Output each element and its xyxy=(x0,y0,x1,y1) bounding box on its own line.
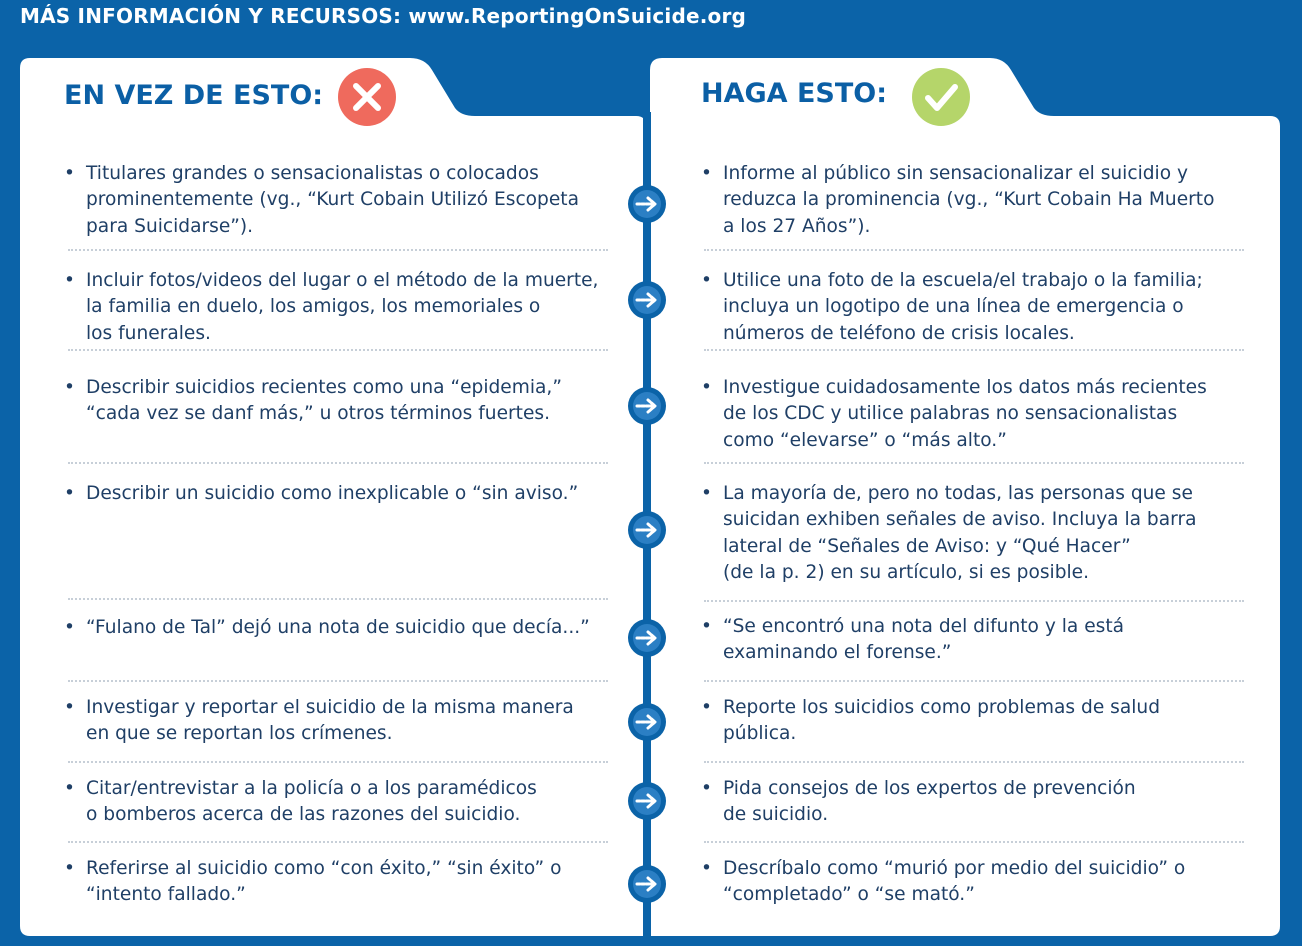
list-item-left-2: • Incluir fotos/videos del lugar o el método de la muerte, la familia en duelo, los amigos, los memoriales o los funerales. xyxy=(64,270,599,344)
list-item-right-3: • Investigue cuidadosamente los datos más recientes de los CDC y utilice palabras no sensacionalistas como “elevarse” o “más alto.” xyxy=(701,377,1207,451)
divider xyxy=(704,462,1244,464)
divider xyxy=(68,249,608,251)
list-item-right-2: • Utilice una foto de la escuela/el trabajo o la familia; incluya un logotipo de una línea de emergencia o números de teléfono de crisis locales. xyxy=(701,270,1203,344)
divider xyxy=(704,249,1244,251)
divider xyxy=(68,349,608,351)
arrow-right-icon xyxy=(627,781,667,821)
arrow-right-icon xyxy=(627,702,667,742)
list-item-right-7: • Pida consejos de los expertos de prevención de suicidio. xyxy=(701,778,1136,826)
divider xyxy=(704,349,1244,351)
divider xyxy=(68,462,608,464)
divider xyxy=(68,680,608,682)
arrow-right-icon xyxy=(627,386,667,426)
list-item-right-8: • Descríbalo como “murió por medio del suicidio” o “completado” o “se mató.” xyxy=(701,858,1186,906)
list-item-left-1: • Titulares grandes o sensacionalistas o colocados prominentemente (vg., “Kurt Cobain Utilizó Escopeta para Suicidarse”). xyxy=(64,163,579,237)
list-item-left-7: • Citar/entrevistar a la policía o a los paramédicos o bomberos acerca de las razones del suicidio. xyxy=(64,778,537,826)
list-item-right-1: • Informe al público sin sensacionalizar el suicidio y reduzca la prominencia (vg., “Kurt Cobain Ha Muerto a los 27 Años”). xyxy=(701,163,1215,237)
list-item-right-6: • Reporte los suicidios como problemas de salud pública. xyxy=(701,697,1161,745)
left-heading: EN VEZ DE ESTO: xyxy=(64,80,324,111)
arrow-right-icon xyxy=(627,280,667,320)
arrow-right-icon xyxy=(627,184,667,224)
list-item-left-5: • “Fulano de Tal” dejó una nota de suicidio que decía...” xyxy=(64,617,590,638)
right-heading: HAGA ESTO: xyxy=(701,78,888,109)
check-icon xyxy=(912,68,970,126)
divider xyxy=(704,600,1244,602)
divider xyxy=(68,761,608,763)
page-header-title: MÁS INFORMACIÓN Y RECURSOS: www.ReportingOnSuicide.org xyxy=(20,4,747,28)
list-item-left-3: • Describir suicidios recientes como una “epidemia,” “cada vez se danf más,” u otros términos fuertes. xyxy=(64,377,562,425)
divider xyxy=(704,680,1244,682)
divider xyxy=(704,761,1244,763)
x-icon xyxy=(338,68,396,126)
divider xyxy=(68,841,608,843)
arrow-right-icon xyxy=(627,510,667,550)
list-item-left-8: • Referirse al suicidio como “con éxito,” “sin éxito” o “intento fallado.” xyxy=(64,858,562,906)
list-item-right-4: • La mayoría de, pero no todas, las personas que se suicidan exhiben señales de aviso. Incluya la barra lateral de “Señales de Aviso: y “Qué Hacer” (de la p. 2) en su artículo, si es posible. xyxy=(701,483,1197,584)
arrow-right-icon xyxy=(627,618,667,658)
divider xyxy=(704,841,1244,843)
divider xyxy=(68,598,608,600)
list-item-right-5: • “Se encontró una nota del difunto y la está examinando el forense.” xyxy=(701,616,1125,664)
list-item-left-4: • Describir un suicidio como inexplicable o “sin aviso.” xyxy=(64,483,579,504)
arrow-right-icon xyxy=(627,864,667,904)
list-item-left-6: • Investigar y reportar el suicidio de la misma manera en que se reportan los crímenes. xyxy=(64,697,574,745)
